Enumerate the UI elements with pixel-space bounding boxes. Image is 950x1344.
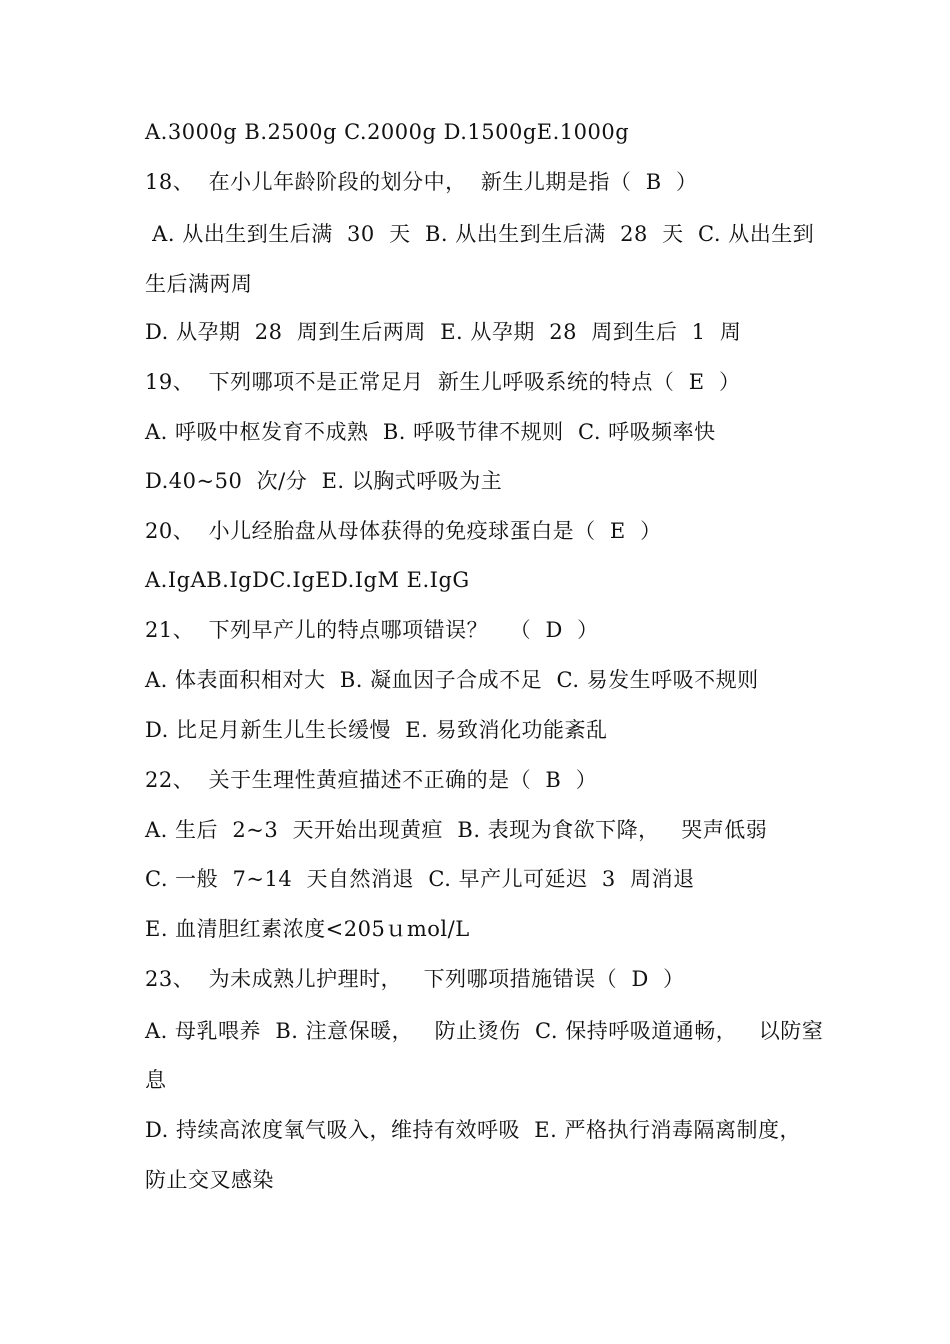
option-line-q19-b: D.40~50 次/分 E. 以胸式呼吸为主: [145, 469, 503, 493]
option-line-q18-c: D. 从孕期 28 周到生后两周 E. 从孕期 28 周到生后 1 周: [145, 320, 742, 344]
option-line-q22-b: C. 一般 7~14 天自然消退 C. 早产儿可延迟 3 周消退: [145, 867, 695, 891]
question-19: 19、 下列哪项不是正常足月 新生儿呼吸系统的特点（ E ）: [145, 370, 741, 394]
question-22: 22、 关于生理性黄疸描述不正确的是（ B ）: [145, 768, 598, 792]
option-line-q19-a: A. 呼吸中枢发育不成熟 B. 呼吸节律不规则 C. 呼吸频率快: [145, 420, 716, 444]
option-line-q21-a: A. 体表面积相对大 B. 凝血因子合成不足 C. 易发生呼吸不规则: [145, 668, 759, 692]
option-line-q22-c: E. 血清胆红素浓度<205ｕmol/L: [145, 917, 470, 941]
option-line-q23-d: 防止交叉感染: [145, 1168, 274, 1192]
option-line-q23-a: A. 母乳喂养 B. 注意保暖， 防止烫伤 C. 保持呼吸道通畅， 以防窒: [145, 1019, 824, 1043]
option-line-q17: A.3000g B.2500g C.2000g D.1500gE.1000g: [145, 120, 630, 144]
option-line-q22-a: A. 生后 2~3 天开始出现黄疸 B. 表现为食欲下降， 哭声低弱: [145, 818, 768, 842]
option-line-q20: A.IgAB.IgDC.IgED.IgM E.IgG: [145, 568, 470, 592]
question-21: 21、 下列早产儿的特点哪项错误？ （ D ）: [145, 618, 599, 642]
question-23: 23、 为未成熟儿护理时， 下列哪项措施错误（ D ）: [145, 967, 685, 991]
option-line-q23-b: 息: [145, 1068, 167, 1092]
option-line-q18-b: 生后满两周: [145, 272, 253, 296]
option-line-q18-a: A. 从出生到生后满 30 天 B. 从出生到生后满 28 天 C. 从出生到: [145, 222, 815, 246]
option-line-q21-b: D. 比足月新生儿生长缓慢 E. 易致消化功能紊乱: [145, 718, 608, 742]
question-20: 20、 小儿经胎盘从母体获得的免疫球蛋白是（ E ）: [145, 519, 662, 543]
option-line-q23-c: D. 持续高浓度氧气吸入，维持有效呼吸 E. 严格执行消毒隔离制度，: [145, 1118, 801, 1142]
question-18: 18、 在小儿年龄阶段的划分中， 新生儿期是指（ B ）: [145, 170, 698, 194]
